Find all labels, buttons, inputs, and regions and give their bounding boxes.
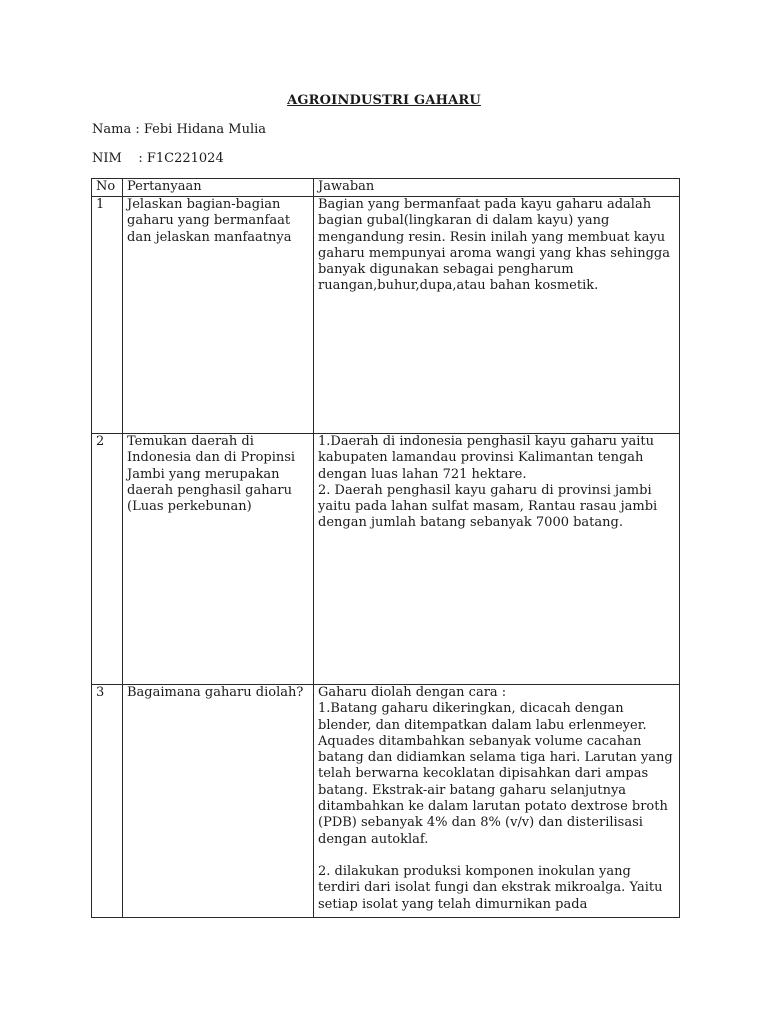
question-cell: Bagaimana gaharu diolah? [123,685,314,918]
table-row [92,434,680,685]
answer-cell [314,685,680,918]
answer-intro: Gaharu diolah dengan cara : [318,685,507,700]
answer-cell: Bagian yang bermanfaat pada kayu gaharu adalah bagian gubal(lingkaran di dalam kayu) yang mengandung resin. Resin inilah yang membuat kayu gaharu mempunyai aroma wangi yang khas sehingga banyak digunakan sebagai pengharum ruangan,buhur,dupa,atau bahan kosmetik. [314,197,680,434]
answer-cell [314,434,680,685]
qa-table [91,178,680,918]
document-title: AGROINDUSTRI GAHARU [287,93,481,108]
student-name: Nama : Febi Hidana Mulia [92,122,267,137]
header-question: Pertanyaan [123,179,314,197]
answer-paragraph: 1.Batang gaharu dikeringkan, dicacah dengan blender, dan ditempatkan dalam labu erlenmeyer. Aquades ditambahkan sebanyak volume cacahan batang dan didiamkan selama tiga hari. Larutan yang telah berwarna kecoklatan dipisahkan dari ampas batang. Ekstrak-air batang gaharu selanjutnya ditambahkan ke dalam larutan potato dextrose broth (PDB) sebanyak 4% dan 8% (v/v) dan disterilisasi dengan autoklaf. [318,701,673,847]
paragraph-gap [318,848,675,864]
row-number: 3 [92,685,123,918]
answer-paragraph: 2. dilakukan produksi komponen inokulan yang terdiri dari isolat fungi dan ekstrak mikroalga. Yaitu setiap isolat yang telah dimurnikan pada [318,863,663,912]
header-answer: Jawaban [314,179,680,197]
row-number: 2 [92,434,123,685]
table-header-row [92,179,680,197]
row-number: 1 [92,197,123,434]
answer-paragraph: 2. Daerah penghasil kayu gaharu di provinsi jambi yaitu pada lahan sulfat masam, Rantau rasau jambi dengan jumlah batang sebanyak 7000 batang. [318,482,658,531]
answer-paragraph: 1.Daerah di indonesia penghasil kayu gaharu yaitu kabupaten lamandau provinsi Kalimantan tengah dengan luas lahan 721 hektare. [318,434,655,482]
table-row [92,685,680,918]
table-row [92,197,680,434]
student-nim: NIM : F1C221024 [92,151,224,166]
header-no: No [92,179,123,197]
question-cell: Jelaskan bagian-bagian gaharu yang bermanfaat dan jelaskan manfaatnya [123,197,314,434]
question-cell: Temukan daerah di Indonesia dan di Propinsi Jambi yang merupakan daerah penghasil gaharu (Luas perkebunan) [123,434,314,685]
